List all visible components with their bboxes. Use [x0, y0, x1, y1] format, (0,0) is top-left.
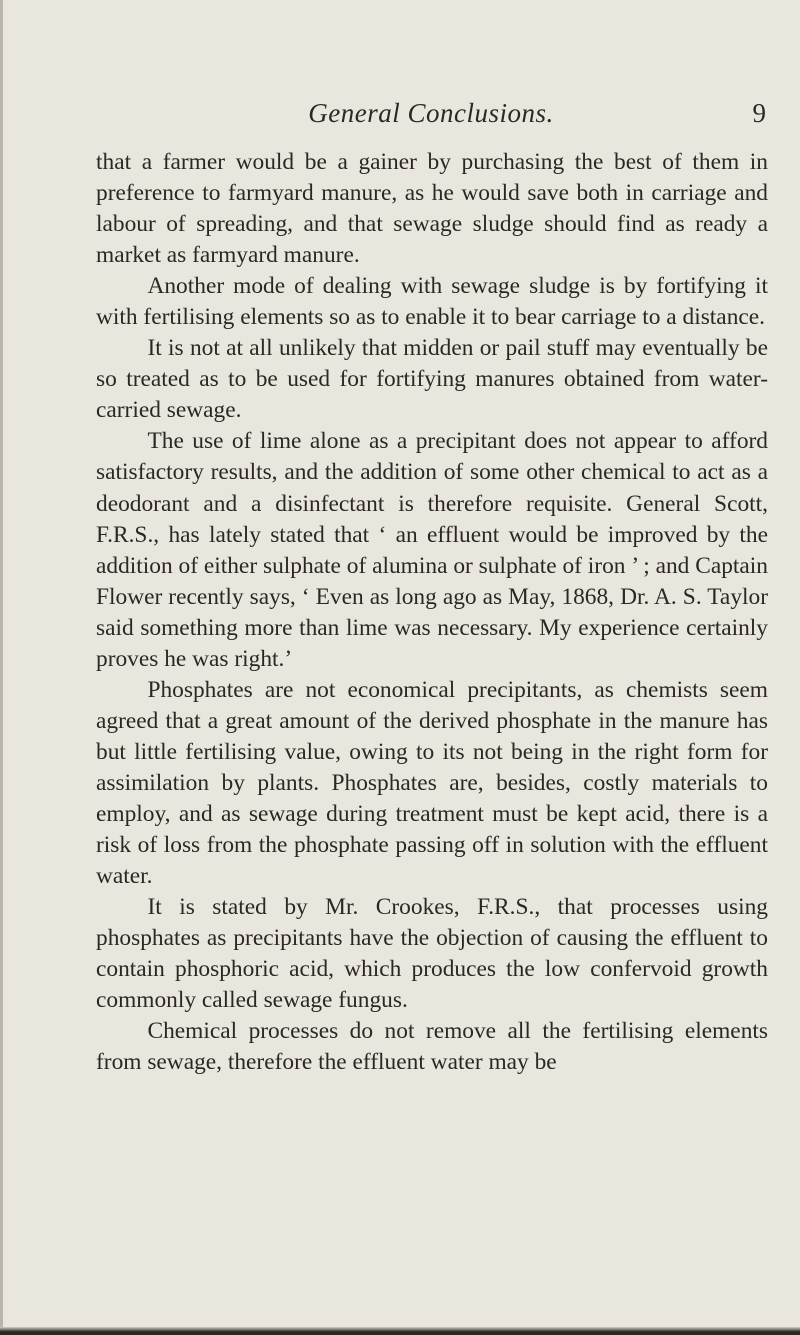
- paragraph-1: that a farmer would be a gainer by purchasing the best of them in preference to farmyard manure, as he would save both in carriage and labour of spreading, and that sewage sludge should find as ready a market as farmyard manure.: [96, 149, 768, 269]
- paragraph-2: Another mode of dealing with sewage sludge is by fortifying it with fertilising elements so as to enable it to bear carriage to a distance.: [96, 273, 768, 331]
- body-text: [96, 147, 768, 1078]
- page-bottom-edge: [0, 1327, 800, 1335]
- paragraph-5: Phosphates are not economical precipitants, as chemists seem agreed that a great amount of the derived phosphate in the manure has but little fertilising value, owing to its not being in the right form for assimilation by plants. Phosphates are, besides, costly materials to employ, and as sewage during treatment must be kept acid, there is a risk of loss from the phosphate passing off in solution with the effluent water.: [96, 676, 768, 890]
- paragraph-3: It is not at all unlikely that midden or pail stuff may eventually be so treated as to be used for fortifying manures obtained from water-carried sewage.: [96, 335, 768, 424]
- paragraph-7: Chemical processes do not remove all the fertilising elements from sewage, therefore the effluent water may be: [96, 1018, 768, 1076]
- paragraph-4: The use of lime alone as a precipitant does not appear to afford satisfactory results, and the addition of some other chemical to act as a deodorant and a disinfectant is therefore requisite. General Scott, F.R.S., has lately stated that ‘ an effluent would be improved by the addition of either sulphate of alumina or sulphate of iron ’ ; and Captain Flower recently says, ‘ Even as long ago as May, 1868, Dr. A. S. Taylor said something more than lime was necessary. My experience certainly proves he was right.’: [96, 428, 768, 672]
- page-number: 9: [752, 98, 766, 128]
- page-header: [96, 98, 766, 134]
- paragraph-6: It is stated by Mr. Crookes, F.R.S., that processes using phosphates as precipitants have the objection of causing the effluent to contain phosphoric acid, which produces the low confervoid growth commonly called sewage fungus.: [96, 894, 768, 1014]
- running-title: General Conclusions.: [308, 98, 554, 128]
- page-edge-shadow: [0, 0, 3, 1335]
